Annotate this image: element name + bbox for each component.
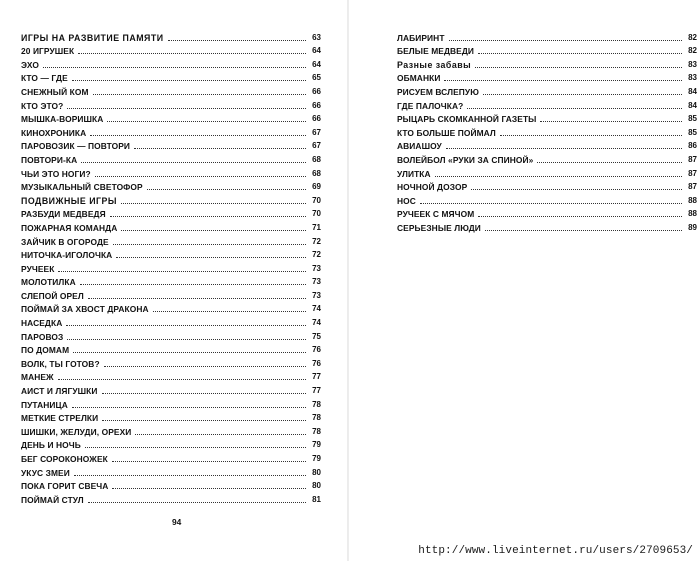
- toc-entry: [397, 70, 697, 84]
- toc-entry-title: ЧЬИ ЭТО НОГИ?: [21, 168, 91, 179]
- toc-entry-title: ПОЖАРНАЯ КОМАНДА: [21, 222, 118, 233]
- toc-entry-title: ЛАБИРИНТ: [397, 32, 445, 43]
- toc-entry-page: 85: [688, 127, 697, 137]
- dot-leader: [485, 230, 682, 231]
- toc-entry-page: 74: [312, 304, 321, 314]
- toc-entry-title: Разные забавы: [397, 59, 472, 70]
- dot-leader: [110, 216, 306, 217]
- toc-entry-page: 73: [312, 263, 321, 273]
- dot-leader: [134, 148, 306, 149]
- toc-entry-page: 68: [312, 168, 321, 178]
- toc-entry: [21, 165, 321, 179]
- toc-entry-title: НАСЕДКА: [21, 318, 63, 329]
- toc-entry: [21, 491, 321, 505]
- toc-entry-title: БЕГ СОРОКОНОЖЕК: [21, 454, 108, 464]
- toc-entry-page: 83: [688, 73, 697, 83]
- toc-entry-page: 84: [688, 100, 697, 110]
- toc-entry-title: МУЗЫКАЛЬНЫЙ СВЕТОФОР: [21, 182, 143, 193]
- toc-entry-page: 74: [312, 318, 321, 328]
- toc-entry-page: 71: [312, 222, 321, 232]
- page-number: 94: [172, 517, 182, 527]
- toc-entry: [397, 138, 697, 152]
- dot-leader: [537, 162, 682, 163]
- toc-entry-title: УЛИТКА: [397, 168, 431, 179]
- toc-entry: [397, 83, 697, 97]
- dot-leader: [168, 40, 306, 41]
- toc-entry-page: 88: [688, 209, 697, 219]
- toc-entry-title: РУЧЕЕК: [21, 263, 55, 274]
- dot-leader: [67, 339, 306, 340]
- toc-entry: [397, 97, 697, 111]
- toc-entry: [21, 274, 321, 288]
- toc-entry: [397, 179, 697, 193]
- toc-entry: [397, 165, 697, 179]
- toc-entry-page: 86: [688, 141, 697, 151]
- toc-entry: [21, 437, 321, 451]
- dot-leader: [435, 176, 682, 177]
- toc-entry-title: КТО — ГДЕ: [21, 73, 68, 84]
- toc-entry-title: ПОКА ГОРИТ СВЕЧА: [21, 481, 109, 492]
- toc-entry-title: НИТОЧКА-ИГОЛОЧКА: [21, 250, 113, 261]
- toc-entry: [21, 206, 321, 220]
- dot-leader: [449, 40, 682, 41]
- dot-leader: [58, 379, 306, 380]
- toc-entry: [397, 29, 697, 43]
- toc-entry-page: 68: [312, 154, 321, 164]
- toc-entry-page: 87: [688, 182, 697, 192]
- toc-entry: [21, 260, 321, 274]
- toc-section-heading: [21, 192, 321, 206]
- toc-entry-page: 70: [312, 195, 321, 205]
- toc-entry-title: ВОЛК, ТЫ ГОТОВ?: [21, 358, 100, 369]
- toc-entry-title: АВИАШОУ: [397, 141, 442, 152]
- toc-entry-page: 70: [312, 209, 321, 219]
- toc-entry: [21, 138, 321, 152]
- toc-entry-title: СЕРЬЕЗНЫЕ ЛЮДИ: [397, 222, 481, 233]
- dot-leader: [80, 284, 306, 285]
- toc-entry-page: 72: [312, 250, 321, 260]
- toc-entry-page: 66: [312, 86, 321, 96]
- toc-entry: [21, 410, 321, 424]
- toc-entry-page: 73: [312, 290, 321, 300]
- toc-entry-title: КТО ЭТО?: [21, 100, 64, 111]
- toc-entry-title: 20 ИГРУШЕК: [21, 46, 75, 57]
- toc-entry: [21, 314, 321, 328]
- dot-leader: [112, 488, 306, 489]
- dot-leader: [446, 148, 682, 149]
- toc-entry-title: ПОДВИЖНЫЕ ИГРЫ: [21, 195, 118, 206]
- toc-entry: [21, 369, 321, 383]
- toc-entry-page: 78: [312, 426, 321, 436]
- book-gutter: [347, 0, 349, 561]
- toc-entry-page: 76: [312, 345, 321, 355]
- right-page: [350, 0, 699, 561]
- toc-entry-page: 84: [688, 86, 697, 96]
- dot-leader: [88, 502, 306, 503]
- toc-entry: [21, 219, 321, 233]
- toc-entry-page: 79: [312, 454, 321, 463]
- toc-entry: [21, 355, 321, 369]
- dot-leader: [113, 244, 306, 245]
- toc-entry-page: 80: [312, 481, 321, 491]
- dot-leader: [104, 366, 306, 367]
- toc-entry-title: ПАРОВОЗИК — ПОВТОРИ: [21, 141, 131, 152]
- dot-leader: [73, 352, 306, 353]
- toc-entry: [21, 124, 321, 138]
- toc-entry-title: РАЗБУДИ МЕДВЕДЯ: [21, 209, 106, 220]
- toc-entry-page: 80: [312, 467, 321, 477]
- toc-entry: [21, 478, 321, 492]
- toc-entry-title: КТО БОЛЬШЕ ПОЙМАЛ: [397, 127, 496, 138]
- toc-entry: [397, 111, 697, 125]
- dot-leader: [121, 203, 306, 204]
- toc-entry-title: ВОЛЕЙБОЛ «РУКИ ЗА СПИНОЙ»: [397, 154, 534, 165]
- toc-entry-title: РУЧЕЕК С МЯЧОМ: [397, 209, 475, 220]
- dot-leader: [444, 80, 682, 81]
- dot-leader: [483, 94, 682, 95]
- toc-entry: [397, 151, 697, 165]
- toc-entry-title: ОБМАНКИ: [397, 73, 441, 84]
- toc-entry-page: 79: [312, 440, 321, 450]
- toc-entry-title: БЕЛЫЕ МЕДВЕДИ: [397, 46, 475, 57]
- toc-entry: [21, 396, 321, 410]
- toc-entry: [21, 382, 321, 396]
- toc-entry-page: 72: [312, 236, 321, 246]
- toc-entry-page: 83: [688, 59, 697, 69]
- toc-entry: [397, 219, 697, 233]
- toc-entry: [21, 342, 321, 356]
- toc-entry-page: 89: [688, 222, 697, 232]
- toc-entry: [21, 97, 321, 111]
- toc-entry-page: 87: [688, 168, 697, 178]
- toc-entry-title: ПОВТОРИ-КА: [21, 154, 78, 165]
- toc-entry-page: 85: [688, 114, 697, 124]
- toc-entry-title: ЭХО: [21, 59, 39, 70]
- toc-entry-page: 66: [312, 114, 321, 124]
- toc-entry: [21, 328, 321, 342]
- toc-entry-page: 73: [312, 277, 321, 287]
- dot-leader: [85, 447, 306, 448]
- toc-entry: [21, 179, 321, 193]
- toc-entry-title: ПАРОВОЗ: [21, 331, 64, 342]
- toc-entry: [397, 206, 697, 220]
- dot-leader: [540, 121, 682, 122]
- dot-leader: [475, 67, 682, 68]
- toc-entry-page: 64: [312, 59, 321, 69]
- toc-entry: [21, 151, 321, 165]
- toc-entry-title: ШИШКИ, ЖЕЛУДИ, ОРЕХИ: [21, 426, 132, 437]
- dot-leader: [81, 162, 306, 163]
- toc-entry: [21, 247, 321, 261]
- toc-list-left: [21, 29, 321, 505]
- dot-leader: [107, 121, 306, 122]
- toc-entry-page: 76: [312, 358, 321, 368]
- toc-entry-title: РЫЦАРЬ СКОМКАННОЙ ГАЗЕТЫ: [397, 114, 537, 125]
- toc-entry: [21, 301, 321, 315]
- dot-leader: [67, 108, 306, 109]
- toc-entry-title: МАНЕЖ: [21, 372, 54, 383]
- toc-entry: [21, 287, 321, 301]
- dot-leader: [66, 325, 306, 326]
- toc-entry-page: 64: [312, 46, 321, 56]
- toc-entry-title: ПОЙМАЙ ЗА ХВОСТ ДРАКОНА: [21, 304, 149, 315]
- toc-entry-title: ИГРЫ НА РАЗВИТИЕ ПАМЯТИ: [21, 32, 164, 43]
- toc-entry-page: 77: [312, 372, 321, 382]
- dot-leader: [135, 434, 306, 435]
- toc-entry: [397, 124, 697, 138]
- source-watermark: http://www.liveinternet.ru/users/2709653/: [418, 545, 693, 557]
- toc-entry: [397, 192, 697, 206]
- dot-leader: [43, 67, 306, 68]
- toc-entry: [21, 464, 321, 478]
- dot-leader: [58, 271, 306, 272]
- toc-entry: [21, 43, 321, 57]
- toc-entry-title: ПУТАНИЦА: [21, 399, 68, 410]
- toc-entry-title: ДЕНЬ И НОЧЬ: [21, 440, 81, 451]
- toc-entry-title: МЕТКИЕ СТРЕЛКИ: [21, 413, 99, 424]
- toc-section-heading: [21, 29, 321, 43]
- toc-entry-page: 78: [312, 399, 321, 409]
- dot-leader: [74, 475, 306, 476]
- dot-leader: [467, 108, 682, 109]
- toc-entry-page: 66: [312, 100, 321, 110]
- toc-entry-page: 69: [312, 182, 321, 192]
- dot-leader: [500, 135, 682, 136]
- toc-entry-title: ПО ДОМАМ: [21, 345, 70, 356]
- dot-leader: [72, 407, 306, 408]
- toc-entry-page: 75: [312, 331, 321, 341]
- dot-leader: [88, 298, 306, 299]
- dot-leader: [90, 135, 306, 136]
- dot-leader: [95, 176, 306, 177]
- toc-entry-page: 88: [688, 195, 697, 205]
- toc-entry-title: ПОЙМАЙ СТУЛ: [21, 494, 84, 505]
- toc-entry-title: МОЛОТИЛКА: [21, 277, 76, 288]
- toc-entry-page: 67: [312, 141, 321, 151]
- toc-entry-title: ЗАЙЧИК В ОГОРОДЕ: [21, 236, 109, 247]
- dot-leader: [93, 94, 306, 95]
- toc-entry: [21, 233, 321, 247]
- toc-entry-page: 65: [312, 73, 321, 83]
- toc-entry: [21, 450, 321, 464]
- toc-entry: [21, 423, 321, 437]
- toc-section-heading: [397, 56, 697, 70]
- toc-entry-title: НОС: [397, 195, 416, 206]
- toc-entry-page: 77: [312, 386, 321, 396]
- toc-list-right: [397, 29, 697, 233]
- toc-entry-title: ГДЕ ПАЛОЧКА?: [397, 100, 464, 111]
- toc-entry-title: АИСТ И ЛЯГУШКИ: [21, 386, 98, 397]
- toc-entry: [21, 111, 321, 125]
- toc-entry: [21, 70, 321, 84]
- toc-entry-title: УКУС ЗМЕИ: [21, 467, 70, 478]
- toc-entry-page: 82: [688, 46, 697, 56]
- dot-leader: [72, 80, 306, 81]
- dot-leader: [112, 461, 306, 462]
- toc-entry-page: 87: [688, 154, 697, 164]
- toc-entry-title: РИСУЕМ ВСЛЕПУЮ: [397, 86, 479, 97]
- dot-leader: [147, 189, 306, 190]
- toc-entry-page: 82: [688, 32, 697, 42]
- dot-leader: [420, 203, 682, 204]
- dot-leader: [121, 230, 306, 231]
- toc-entry-title: СЛЕПОЙ ОРЕЛ: [21, 290, 84, 301]
- toc-entry-page: 78: [312, 413, 321, 423]
- dot-leader: [102, 393, 307, 394]
- toc-entry-title: СНЕЖНЫЙ КОМ: [21, 86, 89, 97]
- dot-leader: [116, 257, 306, 258]
- dot-leader: [478, 216, 682, 217]
- toc-entry: [21, 83, 321, 97]
- dot-leader: [153, 311, 306, 312]
- dot-leader: [471, 189, 682, 190]
- dot-leader: [78, 53, 306, 54]
- toc-entry-title: МЫШКА-ВОРИШКА: [21, 114, 104, 125]
- toc-entry-page: 67: [312, 127, 321, 137]
- toc-entry-title: НОЧНОЙ ДОЗОР: [397, 182, 468, 193]
- dot-leader: [102, 420, 306, 421]
- dot-leader: [478, 53, 682, 54]
- toc-entry-page: 63: [312, 32, 321, 42]
- toc-entry: [21, 56, 321, 70]
- toc-entry-title: КИНОХРОНИКА: [21, 127, 87, 138]
- toc-entry: [397, 43, 697, 57]
- toc-entry-page: 81: [312, 494, 321, 504]
